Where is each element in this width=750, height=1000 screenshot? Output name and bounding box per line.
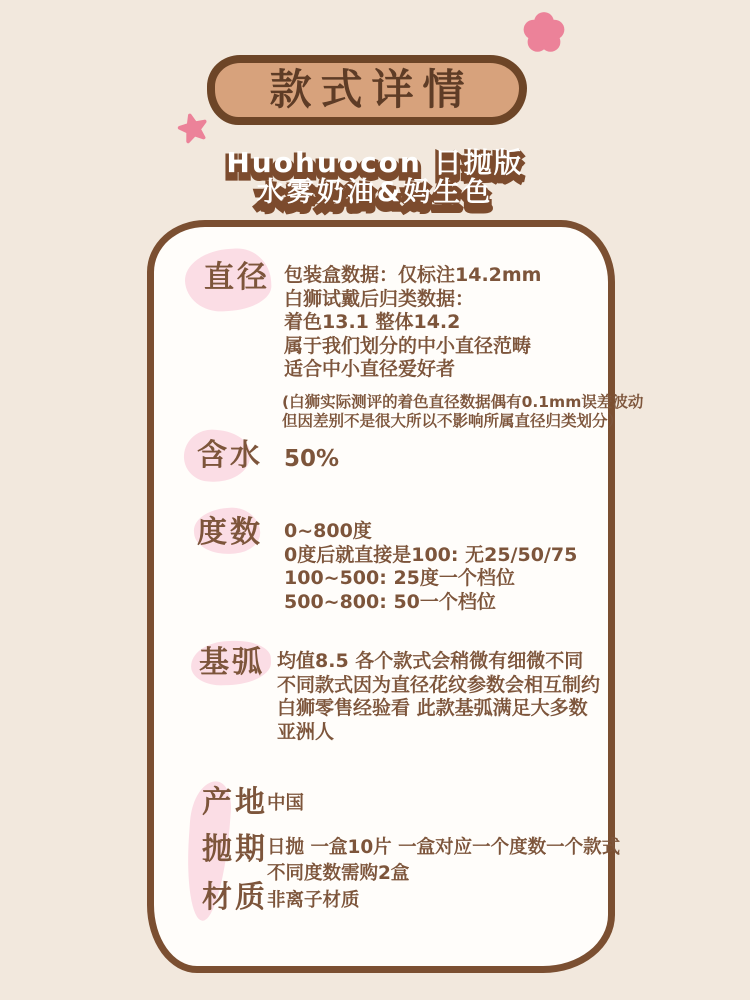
degrees-label: 度数 [197, 515, 263, 550]
diameter-note-line: 但因差别不是很大所以不影响所属直径归类划分） [282, 411, 624, 430]
diameter-content [284, 264, 541, 382]
material-label: 材质 [202, 880, 268, 915]
diameter-line: 包装盒数据：仅标注14.2mm [284, 264, 542, 286]
origin-label: 产地 [202, 785, 268, 820]
diameter-note [282, 393, 643, 430]
degrees-line: 0度后就直接是100: 无25/50/75 [284, 543, 578, 566]
diameter-line: 适合中小直径爱好者 [284, 358, 456, 380]
title-box [207, 55, 527, 125]
degrees-line: 100~500: 25度一个档位 [284, 567, 515, 589]
material-value: 非离子材质 [267, 890, 360, 911]
diameter-line: 属于我们划分的中小直径范畴 [284, 334, 532, 357]
diameter-line: 着色13.1 整体14.2 [284, 311, 461, 333]
period-line: 日抛 一盒10片 一盒对应一个度数一个款式 [267, 837, 621, 858]
base-curve-line: 不同款式因为直径花纹参数会相互制约 [277, 673, 601, 696]
period-label: 抛期 [202, 832, 268, 867]
base-curve-line: 白狮零售经验看 此款基弧满足大多数 [277, 697, 588, 719]
flower-icon [522, 10, 566, 56]
degrees-content [284, 520, 577, 614]
diameter-note-line: (白狮实际测评的着色直径数据偶有0.1mm误差波动 [282, 393, 644, 411]
subtitle-line-2: 水雾奶油&妈生色 水雾奶油&妈生色 [0, 170, 750, 209]
base-curve-line: 亚洲人 [277, 720, 335, 743]
diameter-line: 白狮试戴后归类数据： [284, 287, 475, 310]
base-curve-label: 基弧 [199, 645, 265, 680]
period-content [267, 835, 620, 887]
water-content-value: 50% [284, 446, 340, 472]
origin-value: 中国 [267, 793, 305, 814]
base-curve-line: 均值8.5 各个款式会稍微有细微不同 [277, 650, 584, 672]
diameter-label: 直径 [204, 260, 270, 295]
page-title: 款式详情 [269, 65, 474, 114]
water-content-label: 含水 [197, 438, 263, 473]
subtitle-line-1: Huohuocon 日抛版 Huohuocon 日抛版 [0, 141, 750, 181]
base-curve-content [277, 650, 600, 744]
period-line: 不同度数需购2盒 [267, 863, 410, 884]
degrees-line: 0~800度 [284, 520, 372, 542]
details-card [147, 220, 644, 973]
degrees-line: 500~800: 50一个档位 [284, 590, 496, 613]
